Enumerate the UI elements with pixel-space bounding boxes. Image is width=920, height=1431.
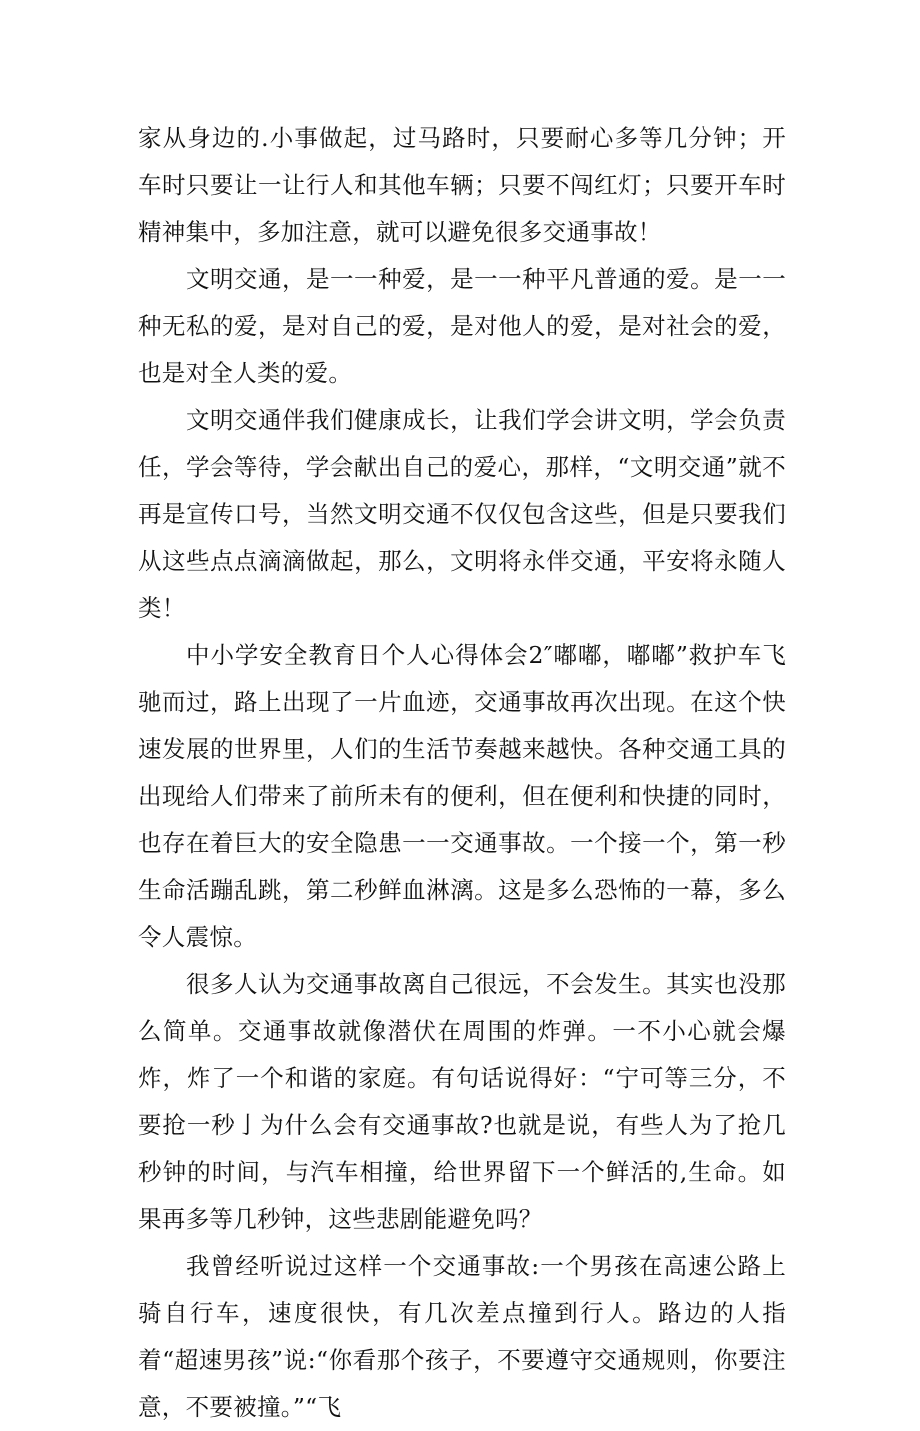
document-body — [138, 115, 786, 1431]
paragraph-1: 家从身边的.小事做起，过马路时，只要耐心多等几分钟；开车时只要让一让行人和其他车辆；只要不闯红灯；只要开车时精神集中，多加注意，就可以避免很多交通事故！ — [138, 124, 786, 246]
paragraph-6: 我曾经听说过这样一个交通事故:一个男孩在高速公路上骑自行车，速度很快，有几次差点撞到行人。路边的人指着“超速男孩”说:“你看那个孩子，不要遵守交通规则，你要注意，不要被撞。”“飞 — [138, 1252, 786, 1421]
paragraph-5: 很多人认为交通事故离自己很远，不会发生。其实也没那么简单。交通事故就像潜伏在周围的炸弹。一不小心就会爆炸，炸了一个和谐的家庭。有句话说得好：“宁可等三分，不要抢一秒亅为什么会有交通事故?也就是说，有些人为了抢几秒钟的时间，与汽车相撞，给世界留下一个鲜活的,生命。如果再多等几秒钟，这些悲剧能避免吗？ — [138, 970, 786, 1233]
paragraph-4: 中小学安全教育日个人心得体会2″嘟嘟，嘟嘟”救护车飞驰而过，路上出现了一片血迹，交通事故再次出现。在这个快速发展的世界里，人们的生活节奏越来越快。各种交通工具的出现给人们带来了前所未有的便利，但在便利和快捷的同时，也存在着巨大的安全隐患一一交通事故。一个接一个，第一秒生命活蹦乱跳，第二秒鲜血淋漓。这是多么恐怖的一幕，多么令人震惊。 — [138, 641, 786, 951]
paragraph-3: 文明交通伴我们健康成长，让我们学会讲文明，学会负责任，学会等待，学会献出自己的爱心，那样，“文明交通”就不再是宣传口号，当然文明交通不仅仅包含这些，但是只要我们从这些点点滴滴做起，那么，文明将永伴交通，平安将永随人类！ — [138, 406, 786, 622]
paragraph-2: 文明交通，是一一种爱，是一一种平凡普通的爱。是一一种无私的爱，是对自己的爱，是对他人的爱，是对社会的爱，也是对全人类的爱。 — [138, 265, 786, 387]
